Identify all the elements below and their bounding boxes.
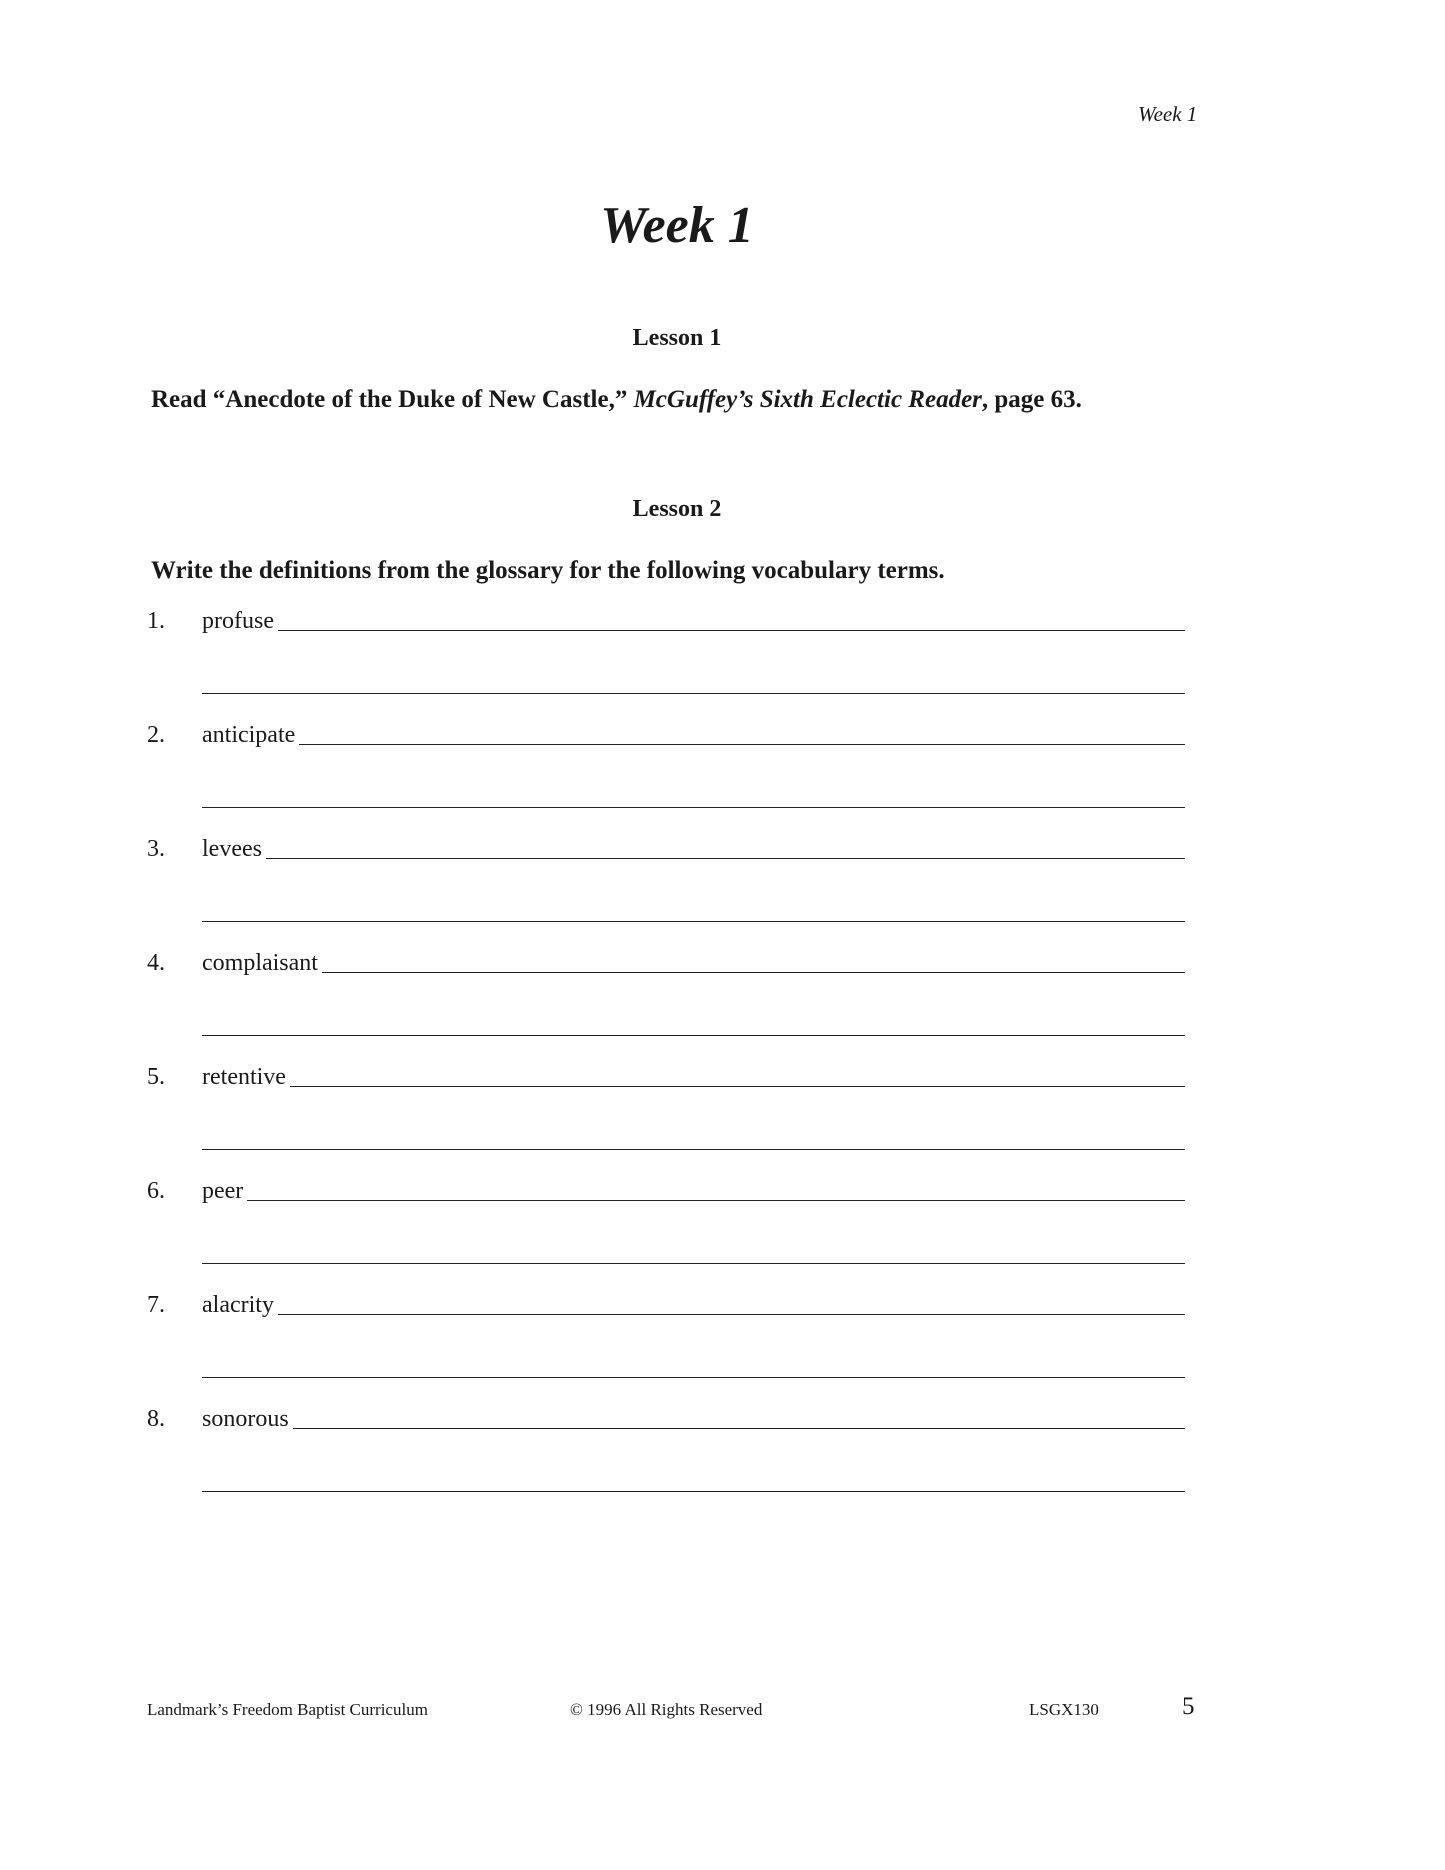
answer-line[interactable]	[247, 1170, 1185, 1201]
item-number: 5.	[147, 1064, 165, 1090]
vocabulary-item	[147, 1061, 1185, 1091]
footer-publisher: Landmark’s Freedom Baptist Curriculum	[147, 1700, 428, 1719]
answer-line[interactable]	[278, 600, 1185, 631]
answer-line[interactable]	[278, 1284, 1185, 1315]
answer-line-continuation[interactable]	[202, 693, 1185, 694]
vocabulary-item	[147, 1175, 1185, 1205]
answer-line[interactable]	[290, 1056, 1185, 1087]
vocabulary-term: complaisant	[202, 950, 318, 976]
answer-line-continuation[interactable]	[202, 1491, 1185, 1492]
vocabulary-term: profuse	[202, 608, 274, 634]
vocabulary-item	[147, 605, 1185, 635]
vocabulary-term: levees	[202, 836, 262, 862]
vocabulary-item	[147, 719, 1185, 749]
item-number: 4.	[147, 950, 165, 976]
lesson-1-heading: Lesson 1	[632, 325, 722, 351]
vocabulary-item	[147, 947, 1185, 977]
answer-line-continuation[interactable]	[202, 1035, 1185, 1036]
answer-line[interactable]	[293, 1398, 1185, 1429]
item-number: 7.	[147, 1292, 165, 1318]
vocabulary-item	[147, 1403, 1185, 1433]
instruction-text: Read “Anecdote of the Duke of New Castle,”	[151, 386, 634, 413]
answer-line-continuation[interactable]	[202, 1377, 1185, 1378]
item-number: 2.	[147, 722, 165, 748]
instruction-text-end: , page 63.	[981, 386, 1082, 413]
answer-line-continuation[interactable]	[202, 1263, 1185, 1264]
lesson-2-heading: Lesson 2	[632, 496, 722, 522]
item-number: 1.	[147, 608, 165, 634]
footer-copyright: © 1996 All Rights Reserved	[570, 1700, 763, 1719]
answer-line-continuation[interactable]	[202, 1149, 1185, 1150]
answer-line-continuation[interactable]	[202, 807, 1185, 808]
running-header: Week 1	[1138, 102, 1198, 126]
vocabulary-item	[147, 1289, 1185, 1319]
item-number: 8.	[147, 1406, 165, 1432]
vocabulary-term: retentive	[202, 1064, 286, 1090]
page-number: 5	[1182, 1693, 1195, 1720]
vocabulary-term: peer	[202, 1178, 244, 1204]
item-number: 6.	[147, 1178, 165, 1204]
vocabulary-term: anticipate	[202, 722, 296, 748]
vocabulary-term: alacrity	[202, 1292, 274, 1318]
vocabulary-item	[147, 833, 1185, 863]
footer-code: LSGX130	[1029, 1700, 1099, 1719]
answer-line[interactable]	[299, 714, 1185, 745]
vocabulary-term: sonorous	[202, 1406, 289, 1432]
item-number: 3.	[147, 836, 165, 862]
answer-line-continuation[interactable]	[202, 921, 1185, 922]
book-title: McGuffey’s Sixth Eclectic Reader	[633, 386, 982, 413]
lesson-1-instruction	[151, 386, 1082, 414]
answer-line[interactable]	[322, 942, 1185, 973]
answer-line[interactable]	[266, 828, 1185, 859]
page-title: Week 1	[600, 197, 754, 254]
lesson-2-instruction: Write the definitions from the glossary for the following vocabulary terms.	[151, 557, 945, 584]
